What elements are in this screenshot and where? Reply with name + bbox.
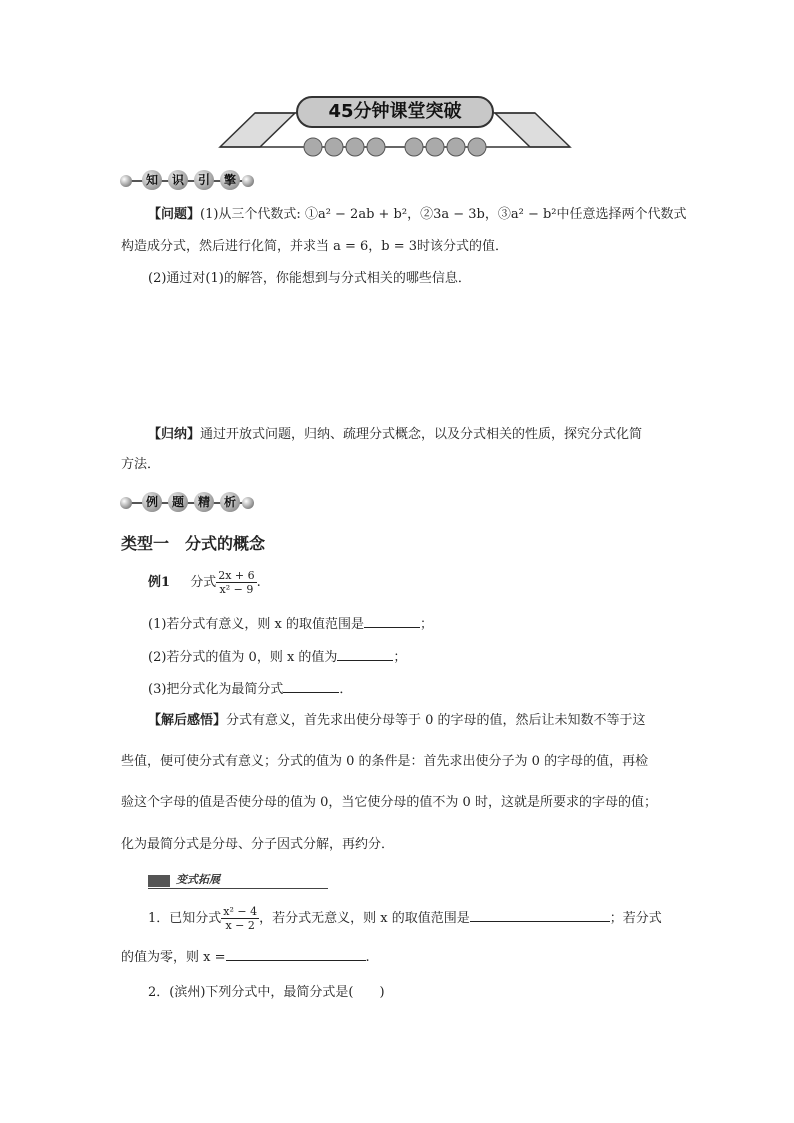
reflection-line1: 【解后感悟】分式有意义，首先求出使分母等于 0 的字母的值，然后让未知数不等于这 bbox=[148, 713, 646, 728]
answer-blank[interactable] bbox=[364, 613, 420, 628]
question-part1-line1: (1)从三个代数式: ①a² − 2ab + b²，②3a − 3b，③a² − b²中任意选择两个代数式 bbox=[200, 207, 687, 222]
section-examples bbox=[120, 492, 254, 514]
question-part1-line2: 构造成分式，然后进行化简，并求当 a = 6，b = 3时该分式的值． bbox=[121, 239, 509, 254]
question-tag: 【问题】 bbox=[148, 207, 201, 222]
example1-label: 例1 bbox=[148, 575, 171, 590]
section-char: 题 bbox=[168, 492, 188, 512]
section-char: 识 bbox=[168, 170, 188, 190]
exercise1-line1: 1．已知分式 $\frac{\text{x² − 4}}{x - 2}$ ，若分式无意义，则 x 的取值范围是 ；若分式 bbox=[148, 905, 662, 932]
summary-line1: 【归纳】通过开放式问题，归纳、疏理分式概念，以及分式相关的性质，探究分式化简 bbox=[148, 427, 643, 442]
variant-title: 变式拓展 bbox=[176, 873, 220, 886]
reflection-line2: 些值，便可使分式有意义；分式的值为 0 的条件是：首先求出使分子为 0 的字母的值，再检 bbox=[121, 754, 649, 769]
type1-heading: 类型一 分式的概念 bbox=[121, 534, 266, 553]
reflection-tag: 【解后感悟】 bbox=[148, 713, 227, 728]
answer-blank[interactable] bbox=[337, 646, 393, 661]
summary-tag: 【归纳】 bbox=[148, 427, 201, 442]
example1-q2: (2)若分式的值为 0，则 x 的值为 ； bbox=[148, 646, 406, 667]
reflection-line3: 验这个字母的值是否使分母的值为 0，当它使分母的值不为 0 时，这就是所要求的字母的值； bbox=[121, 795, 657, 810]
example1-q1: (1)若分式有意义，则 x 的取值范围是 ； bbox=[148, 613, 433, 634]
answer-blank[interactable] bbox=[226, 946, 366, 961]
example1-fraction: $\frac{2x + 6}{\text{x² − 9}}$ bbox=[218, 569, 255, 596]
example1-stem: 例1 分式 $\frac{2x + 6}{\text{x² − 9}}$ . bbox=[148, 569, 261, 596]
example1-q3: (3)把分式化为最简分式 ． bbox=[148, 678, 352, 699]
section-char: 知 bbox=[142, 170, 162, 190]
exercise2: 2．(滨州)下列分式中，最简分式是( ) bbox=[148, 985, 385, 1000]
section-char: 析 bbox=[220, 492, 240, 512]
variant-marker bbox=[148, 875, 170, 887]
section-char: 例 bbox=[142, 492, 162, 512]
section-knowledge-engine bbox=[120, 170, 254, 192]
banner-title: 45分钟课堂突破 bbox=[328, 101, 462, 122]
banner bbox=[215, 95, 575, 157]
exercise1-fraction: $\frac{\text{x² − 4}}{x - 2}$ bbox=[223, 905, 258, 932]
summary-line2: 方法． bbox=[121, 457, 161, 472]
question-line1 bbox=[148, 206, 687, 224]
exercise1-line2: 的值为零，则 x = . bbox=[121, 946, 370, 967]
question-part2: (2)通过对(1)的解答，你能想到与分式相关的哪些信息． bbox=[148, 271, 471, 286]
section-char: 擎 bbox=[220, 170, 240, 190]
variant-header bbox=[148, 873, 328, 889]
answer-blank[interactable] bbox=[470, 907, 610, 922]
section-char: 引 bbox=[194, 170, 214, 190]
answer-blank[interactable] bbox=[283, 678, 339, 693]
section-char: 精 bbox=[194, 492, 214, 512]
reflection-line4: 化为最简分式是分母、分子因式分解，再约分． bbox=[121, 837, 395, 852]
